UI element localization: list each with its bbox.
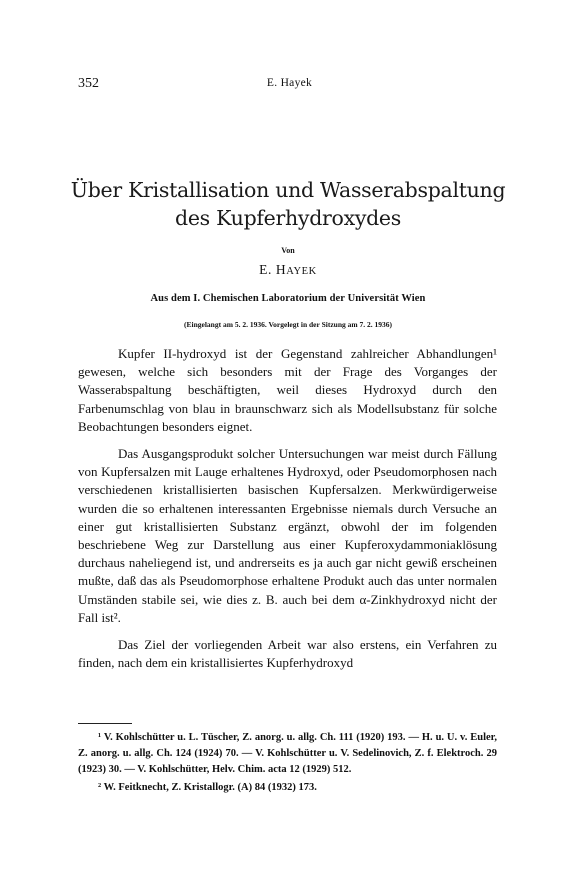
affiliation: Aus dem I. Chemischen Laboratorium der Universität Wien	[150, 293, 426, 304]
received-date-note: (Eingelangt am 5. 2. 1936. Vorgelegt in der Sitzung am 7. 2. 1936)	[184, 320, 392, 329]
running-head: E. Hayek	[266, 77, 313, 89]
author-surname-smallcaps: AYEK	[286, 266, 317, 277]
page-number: 352	[78, 76, 99, 91]
byline-von: Von	[281, 246, 295, 255]
article-title	[60, 176, 516, 232]
title-line-2: des Kupferhydroxydes	[175, 206, 401, 230]
author-initial: E. H	[259, 262, 287, 277]
footnote-1: ¹ V. Kohlschütter u. L. Tüscher, Z. anorg. u. allg. Ch. 111 (1920) 193. — H. u. U. v. Euler, Z. anorg. u. allg. Ch. 124 (1924) 70. — V. Kohlschütter u. V. Sedelinovich, Z. f. Elektroch. 29 (1923) 30. — V. Kohlschütter, Helv. Chim. acta 12 (1929) 512.	[78, 732, 497, 775]
article-body	[78, 345, 497, 672]
body-paragraph: Das Ausgangsprodukt solcher Untersuchungen war meist durch Fällung von Kupfersalzen mit Lauge erhaltenes Hydroxyd, oder Pseudomorphosen nach verschiedenen kristallisierten basischen Kupfersalzen. Merkwürdigerweise wurden die so erhaltenen interessanten Ergebnisse niemals durch Versuche an einer gut kristallisierten Substanz ergänzt, obwohl der im folgenden beschriebene Weg zur Darstellung aus einer Kupferoxydammoniaklösung durchaus naheliegend ist, und andrerseits es ja auch gar nicht gewiß erscheinen mußte, daß das als Pseudomorphose erhaltene Produkt auch das unter normalen Umständen stabile sei, wie dies z. B. auch bei dem α-Zinkhydroxyd nicht der Fall ist².	[78, 446, 497, 625]
footnotes	[78, 730, 497, 796]
author-name	[0, 262, 576, 278]
footnote-separator	[78, 723, 132, 724]
title-line-1: Über Kristallisation und Wasserabspaltung	[70, 178, 506, 202]
body-paragraph: Kupfer II-hydroxyd ist der Gegenstand zahlreicher Abhandlungen¹ gewesen, welche sich besonders mit der Frage des Vorganges der Wasserabspaltung beschäftigten, weil dieses Hydroxyd durch den Farbenumschlag von blau in braunschwarz sich als Modellsubstanz für solche Beobachtungen besonders eignet.	[78, 346, 497, 434]
body-paragraph: Das Ziel der vorliegenden Arbeit war also erstens, ein Verfahren zu finden, nach dem ein kristallisiertes Kupferhydroxyd	[78, 637, 497, 671]
page-header	[78, 76, 501, 94]
footnote-2: ² W. Feitknecht, Z. Kristallogr. (A) 84 (1932) 173.	[98, 782, 317, 793]
